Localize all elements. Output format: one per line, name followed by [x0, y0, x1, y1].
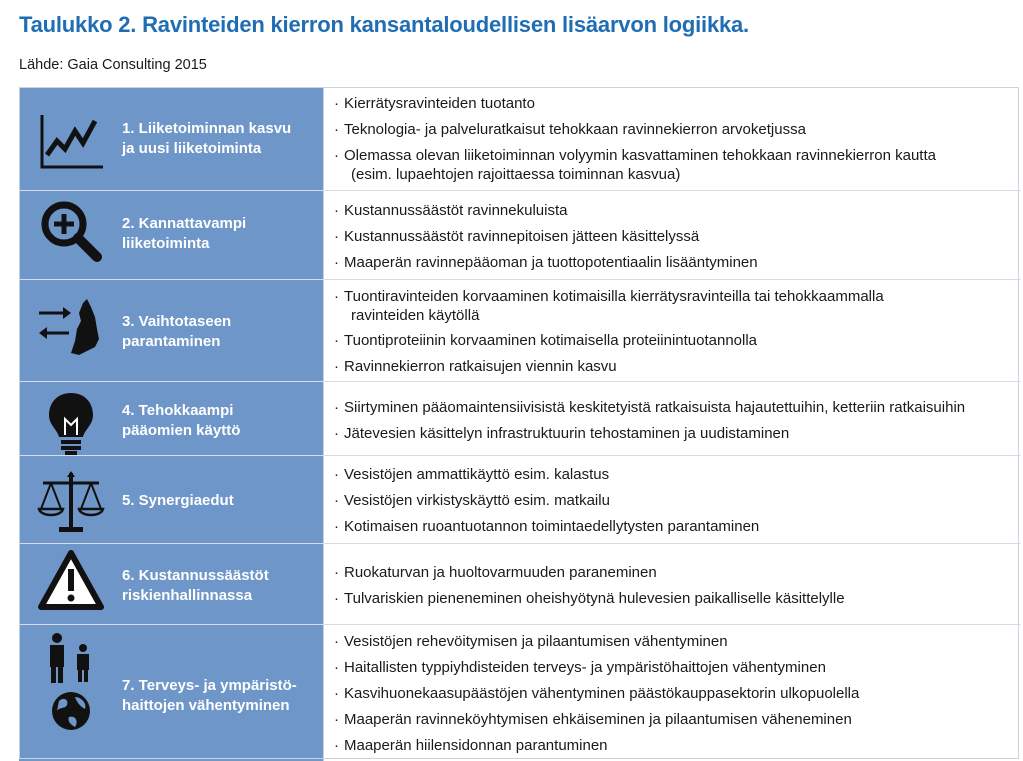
row-category-cell	[19, 280, 323, 382]
table-row	[19, 543, 1021, 625]
row-details-cell	[323, 456, 1021, 544]
row-details-cell	[323, 625, 1021, 761]
source-note: Lähde: Gaia Consulting 2015	[19, 57, 207, 73]
bullet-text: Kotimaisen ruoantuotannon toimintaedellytysten parantaminen	[344, 518, 760, 535]
scales-icon	[37, 469, 105, 537]
row-heading-line: riskienhallinnassa	[122, 587, 253, 604]
bullet-text: Ruokaturvan ja huoltovarmuuden paraneminen	[344, 564, 657, 581]
bullet-item	[334, 517, 1015, 536]
magnifier-plus-icon	[37, 197, 105, 265]
bullet-item	[334, 146, 1015, 184]
bullet-text: Tuontiproteiinin korvaaminen kotimaisella proteiinintuotannolla	[344, 332, 758, 349]
bullet-dot: ·	[334, 737, 339, 754]
row-details-cell	[323, 191, 1021, 280]
bullet-dot: ·	[334, 358, 339, 375]
bullet-text: Vesistöjen ammattikäyttö esim. kalastus	[344, 466, 610, 483]
bullet-item	[334, 398, 1015, 417]
bullet-text: (esim. lupaehtojen rajoittaessa toiminnan kasvua)	[351, 166, 681, 183]
row-heading-line: 2. Kannattavampi	[122, 215, 247, 232]
row-heading-line: 1. Liiketoiminnan kasvu	[122, 120, 292, 137]
row-category-cell	[19, 544, 323, 625]
bullet-item	[334, 287, 1015, 325]
bullet-dot: ·	[334, 254, 339, 271]
row-heading	[122, 312, 312, 352]
row-heading-line: 3. Vaihtotaseen	[122, 313, 232, 330]
bullet-dot: ·	[334, 466, 339, 483]
bullet-item	[334, 710, 1015, 729]
row-category-cell	[19, 382, 323, 456]
bullet-text: Vesistöjen virkistyskäyttö esim. matkailu	[344, 492, 610, 509]
value-logic-table	[19, 87, 1021, 760]
bullet-text: Tuontiravinteiden korvaaminen kotimaisilla kierrätysravinteilla tai tehokkaammalla	[344, 288, 884, 305]
row-details-cell	[323, 280, 1021, 382]
bullet-text: Teknologia- ja palveluratkaisut tehokkaan ravinnekierron arvoketjussa	[344, 121, 806, 138]
bullet-dot: ·	[334, 202, 339, 219]
bullet-item	[334, 491, 1015, 510]
line-chart-icon	[37, 107, 105, 175]
bullet-item	[334, 120, 1015, 139]
bullet-dot: ·	[334, 399, 339, 416]
bullet-item	[334, 465, 1015, 484]
bullet-item	[334, 658, 1015, 677]
row-heading	[122, 401, 312, 441]
table-row	[19, 190, 1021, 280]
bullet-text: Kustannussäästöt ravinnepitoisen jätteen käsittelyssä	[344, 228, 700, 245]
people-globe-icon	[37, 633, 105, 701]
bullet-text: Maaperän ravinneköyhtymisen ehkäiseminen ja pilaantumisen väheneminen	[344, 711, 852, 728]
row-details-cell	[323, 544, 1021, 625]
table-row	[19, 624, 1021, 761]
row-heading	[122, 214, 312, 254]
bullet-item	[334, 227, 1015, 246]
row-heading-line: pääomien käyttö	[122, 422, 241, 439]
bullet-text: Haitallisten typpiyhdisteiden terveys- ja ympäristöhaittojen vähentyminen	[344, 659, 826, 676]
bullet-dot: ·	[334, 633, 339, 650]
table-row	[19, 87, 1021, 190]
row-heading	[122, 491, 312, 511]
row-heading-line: 5. Synergiaedut	[122, 492, 234, 509]
bullet-text: Kasvihuonekaasupäästöjen vähentyminen päästökauppasektorin ulkopuolella	[344, 685, 860, 702]
bullet-item	[334, 563, 1015, 582]
exchange-finland-icon	[37, 293, 105, 361]
bullet-item	[334, 357, 1015, 376]
row-category-cell	[19, 191, 323, 280]
bullet-dot: ·	[334, 685, 339, 702]
bullet-dot: ·	[334, 121, 339, 138]
row-heading	[122, 566, 312, 606]
row-heading-line: haittojen vähentyminen	[122, 697, 290, 714]
bullet-text: Kustannussäästöt ravinnekuluista	[344, 202, 568, 219]
bullet-item	[334, 589, 1015, 608]
bullet-text: ravinteiden käytöllä	[351, 307, 480, 324]
bullet-text: Kierrätysravinteiden tuotanto	[344, 95, 535, 112]
bullet-dot: ·	[334, 518, 339, 535]
bullet-item	[334, 684, 1015, 703]
bullet-item	[334, 736, 1015, 755]
row-category-cell	[19, 87, 323, 190]
page-title: Taulukko 2. Ravinteiden kierron kansantaloudellisen lisäarvon logiikka.	[19, 12, 749, 37]
bullet-dot: ·	[334, 95, 339, 112]
bullet-dot: ·	[334, 564, 339, 581]
row-heading-line: parantaminen	[122, 333, 221, 350]
lightbulb-icon	[37, 389, 105, 457]
bullet-dot: ·	[334, 332, 339, 349]
bullet-text: Olemassa olevan liiketoiminnan volyymin kasvattaminen tehokkaan ravinnekierron kautta	[344, 147, 936, 164]
bullet-dot: ·	[334, 492, 339, 509]
table-row	[19, 455, 1021, 544]
bullet-dot: ·	[334, 288, 339, 305]
row-heading-line: ja uusi liiketoiminta	[122, 140, 262, 157]
bullet-dot: ·	[334, 228, 339, 245]
row-details-cell	[323, 87, 1021, 190]
row-category-cell	[19, 456, 323, 544]
row-heading	[122, 119, 312, 159]
row-details-cell	[323, 382, 1021, 456]
bullet-text: Maaperän ravinnepääoman ja tuottopotentiaalin lisääntyminen	[344, 254, 758, 271]
bullet-dot: ·	[334, 590, 339, 607]
bullet-item	[334, 94, 1015, 113]
bullet-item	[334, 253, 1015, 272]
row-heading-line: 4. Tehokkaampi	[122, 402, 234, 419]
bullet-text: Vesistöjen rehevöitymisen ja pilaantumisen vähentyminen	[344, 633, 728, 650]
table-row	[19, 279, 1021, 382]
bullet-item	[334, 632, 1015, 651]
bullet-item	[334, 331, 1015, 350]
bullet-dot: ·	[334, 147, 339, 164]
bullet-item	[334, 424, 1015, 443]
table-row	[19, 381, 1021, 456]
row-heading-line: liiketoiminta	[122, 235, 210, 252]
row-category-cell	[19, 625, 323, 761]
warning-triangle-icon	[37, 547, 105, 615]
bullet-text: Tulvariskien pieneneminen oheishyötynä hulevesien paikalliselle käsittelylle	[344, 590, 845, 607]
row-heading-line: 6. Kustannussäästöt	[122, 567, 269, 584]
bullet-dot: ·	[334, 659, 339, 676]
bullet-text: Jätevesien käsittelyn infrastruktuurin tehostaminen ja uudistaminen	[344, 425, 790, 442]
bullet-text: Ravinnekierron ratkaisujen viennin kasvu	[344, 358, 617, 375]
row-heading	[122, 676, 312, 716]
bullet-text: Maaperän hiilensidonnan parantuminen	[344, 737, 608, 754]
bullet-item	[334, 201, 1015, 220]
bullet-dot: ·	[334, 425, 339, 442]
bullet-text: Siirtyminen pääomaintensiivisistä keskitetyistä ratkaisuista hajautettuihin, ketteriin ratkaisuihin	[344, 399, 966, 416]
bullet-dot: ·	[334, 711, 339, 728]
row-heading-line: 7. Terveys- ja ympäristö-	[122, 677, 297, 694]
